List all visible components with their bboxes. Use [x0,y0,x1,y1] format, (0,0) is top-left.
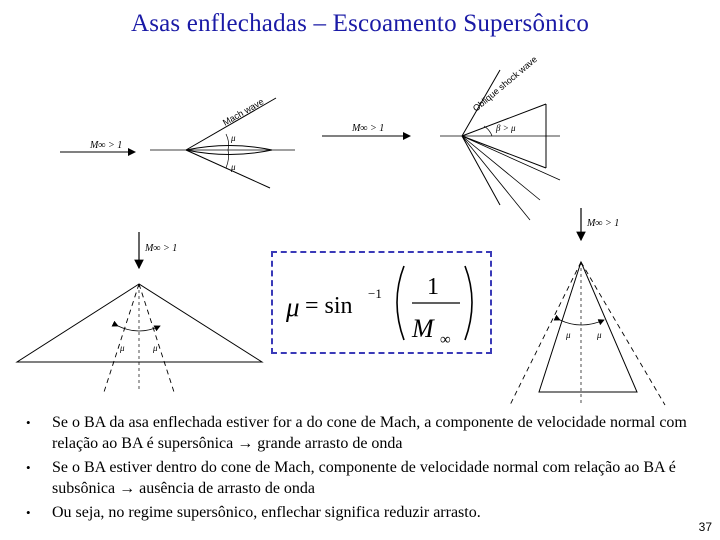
bullet-item [26,412,694,454]
mach-wave-label: Mach wave [221,96,266,128]
bullet-text: Se o BA estiver dentro do cone de Mach, componente de velocidade normal com relação ao BA é subsônica → ausência de arrasto de onda [52,459,676,497]
mu-arc-right [560,320,604,325]
formula-subscript: ∞ [440,332,451,348]
beta-label: β > μ [496,123,516,133]
wing-right [539,262,637,392]
oblique-shock-label: Oblique shock wave [470,54,539,114]
figure-oblique-shock [322,54,560,220]
figure-swept-wing-right [510,208,665,405]
mach-free-label-3: M∞ > 1 [145,243,178,254]
mach-line-4 [462,136,560,180]
airfoil-lower [186,150,272,155]
mu-label-4: μ [153,343,158,353]
mu-label-1: μ [231,133,236,143]
mu-label-3: μ [120,343,125,353]
mu-label-2: μ [231,162,236,172]
formula-mu: μ [286,292,300,322]
formula-exponent: −1 [368,286,382,301]
mach-free-label-1: M∞ > 1 [90,140,123,151]
bullet-marker: • [26,415,31,430]
bullet-item [26,502,694,523]
page-number: 37 [698,520,712,534]
mach-free-label-2: M∞ > 1 [352,123,385,134]
mu-label-6: μ [597,330,602,340]
bullet-text: Se o BA da asa enflechada estiver for a do cone de Mach, a componente de velocidade normal com relação ao BA é supersônica → grande arrasto de onda [52,414,687,452]
mach-cone-left-1 [104,284,139,392]
bullet-text: Ou seja, no regime supersônico, enflechar significa reduzir arrasto. [52,504,481,521]
mach-wave-lower [186,150,270,188]
airfoil-upper [186,146,272,151]
formula-denominator: M [412,314,434,343]
mach-free-label-4: M∞ > 1 [587,218,620,229]
bullet-marker: • [26,505,31,520]
bullet-list [26,412,694,526]
wing-left [17,284,262,362]
formula-numerator: 1 [427,274,439,300]
formula-box [271,251,492,354]
formula-sin: = sin [305,293,353,319]
mu-arc-upper [226,134,229,150]
mach-cone-left-2 [139,284,174,392]
mach-cone-right-2 [581,262,665,405]
mach-line-2 [462,136,540,200]
bullet-marker: • [26,460,31,475]
figure-swept-wing-left [17,232,262,392]
slide-title: Asas enflechadas – Escoamento Supersônico [130,10,590,37]
bullet-item [26,457,694,499]
mu-arc-lower [226,150,229,168]
figure-mach-wave [60,96,295,188]
mu-label-5: μ [566,330,571,340]
shock-lower [462,136,500,205]
